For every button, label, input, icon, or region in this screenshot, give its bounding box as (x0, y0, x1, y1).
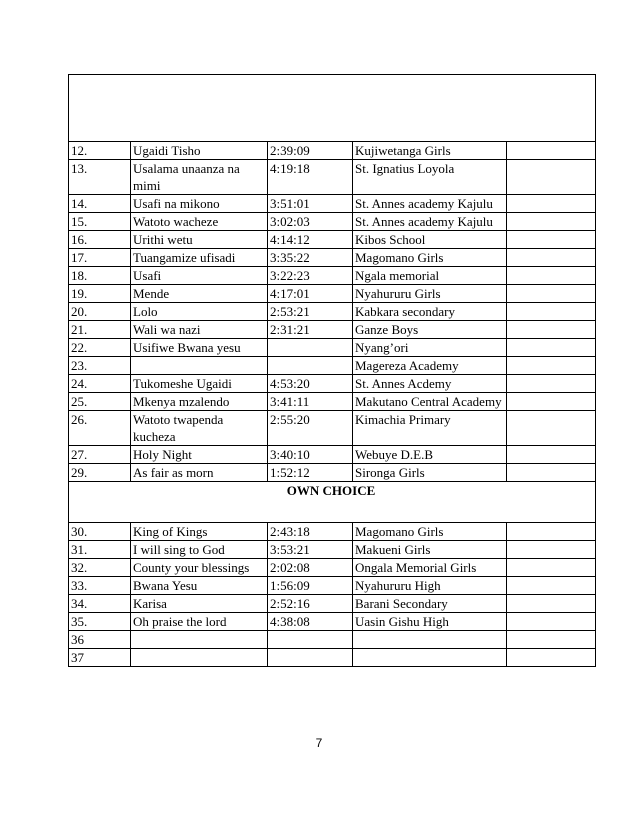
row-number-cell: 24. (69, 375, 131, 393)
row-number-cell: 22. (69, 339, 131, 357)
table-row (69, 464, 596, 482)
title-cell (131, 649, 268, 667)
blank-cell (507, 613, 596, 631)
title-cell: Karisa (131, 595, 268, 613)
title-cell: Oh praise the lord (131, 613, 268, 631)
school-cell: Magomano Girls (353, 249, 507, 267)
title-cell: Lolo (131, 303, 268, 321)
blank-cell (507, 393, 596, 411)
blank-cell (507, 285, 596, 303)
title-cell: Usafi (131, 267, 268, 285)
table-row (69, 613, 596, 631)
time-cell: 2:52:16 (268, 595, 353, 613)
time-cell (268, 357, 353, 375)
school-cell: Kimachia Primary (353, 411, 507, 446)
blank-cell (507, 649, 596, 667)
school-cell: Uasin Gishu High (353, 613, 507, 631)
school-cell: St. Ignatius Loyola (353, 160, 507, 195)
title-cell: Usafi na mikono (131, 195, 268, 213)
time-cell: 1:52:12 (268, 464, 353, 482)
time-cell (268, 649, 353, 667)
blank-cell (507, 195, 596, 213)
blank-cell (507, 160, 596, 195)
blank-cell (507, 559, 596, 577)
time-cell: 3:40:10 (268, 446, 353, 464)
school-cell: Nyang’ori (353, 339, 507, 357)
entries-table-body (69, 75, 596, 667)
blank-cell (507, 595, 596, 613)
title-cell: Holy Night (131, 446, 268, 464)
title-cell: Tukomeshe Ugaidi (131, 375, 268, 393)
table-row (69, 142, 596, 160)
time-cell: 3:22:23 (268, 267, 353, 285)
table-row (69, 446, 596, 464)
school-cell: Magomano Girls (353, 523, 507, 541)
school-cell: Ngala memorial (353, 267, 507, 285)
time-cell: 2:31:21 (268, 321, 353, 339)
time-cell: 2:02:08 (268, 559, 353, 577)
blank-cell (507, 142, 596, 160)
title-cell: Wali wa nazi (131, 321, 268, 339)
time-cell: 4:53:20 (268, 375, 353, 393)
blank-cell (507, 523, 596, 541)
row-number-cell: 29. (69, 464, 131, 482)
table-row (69, 285, 596, 303)
time-cell: 2:53:21 (268, 303, 353, 321)
title-cell: Urithi wetu (131, 231, 268, 249)
table-row (69, 321, 596, 339)
table-row (69, 357, 596, 375)
table-row (69, 649, 596, 667)
time-cell: 2:43:18 (268, 523, 353, 541)
title-cell: Ugaidi Tisho (131, 142, 268, 160)
table-row (69, 339, 596, 357)
time-cell: 4:19:18 (268, 160, 353, 195)
school-cell: Nyahururu Girls (353, 285, 507, 303)
row-number-cell: 17. (69, 249, 131, 267)
table-row (69, 213, 596, 231)
title-cell: King of Kings (131, 523, 268, 541)
row-number-cell: 21. (69, 321, 131, 339)
row-number-cell: 32. (69, 559, 131, 577)
school-cell: Ongala Memorial Girls (353, 559, 507, 577)
row-number-cell: 27. (69, 446, 131, 464)
school-cell: St. Annes Acdemy (353, 375, 507, 393)
title-cell (131, 631, 268, 649)
row-number-cell: 15. (69, 213, 131, 231)
title-cell: Usifiwe Bwana yesu (131, 339, 268, 357)
school-cell: Makueni Girls (353, 541, 507, 559)
time-cell: 3:35:22 (268, 249, 353, 267)
table-top-block (69, 75, 596, 142)
time-cell: 4:14:12 (268, 231, 353, 249)
row-number-cell: 23. (69, 357, 131, 375)
title-cell: Usalama unaanza na mimi (131, 160, 268, 195)
school-cell (353, 631, 507, 649)
table-row (69, 160, 596, 195)
school-cell: Magereza Academy (353, 357, 507, 375)
time-cell (268, 631, 353, 649)
time-cell (268, 339, 353, 357)
school-cell: Ganze Boys (353, 321, 507, 339)
table-top-cell (69, 75, 596, 142)
blank-cell (507, 541, 596, 559)
school-cell: Kibos School (353, 231, 507, 249)
table-row (69, 631, 596, 649)
section-row (69, 482, 596, 523)
row-number-cell: 30. (69, 523, 131, 541)
table-row (69, 595, 596, 613)
blank-cell (507, 375, 596, 393)
row-number-cell: 26. (69, 411, 131, 446)
row-number-cell: 19. (69, 285, 131, 303)
title-cell: County your blessings (131, 559, 268, 577)
title-cell: Tuangamize ufisadi (131, 249, 268, 267)
row-number-cell: 25. (69, 393, 131, 411)
blank-cell (507, 411, 596, 446)
row-number-cell: 37 (69, 649, 131, 667)
table-row (69, 375, 596, 393)
row-number-cell: 20. (69, 303, 131, 321)
school-cell: Nyahururu High (353, 577, 507, 595)
row-number-cell: 13. (69, 160, 131, 195)
table-row (69, 559, 596, 577)
row-number-cell: 16. (69, 231, 131, 249)
school-cell: St. Annes academy Kajulu (353, 213, 507, 231)
title-cell: Bwana Yesu (131, 577, 268, 595)
table-row (69, 411, 596, 446)
row-number-cell: 14. (69, 195, 131, 213)
table-row (69, 231, 596, 249)
school-cell: Kujiwetanga Girls (353, 142, 507, 160)
school-cell: Sironga Girls (353, 464, 507, 482)
blank-cell (507, 303, 596, 321)
table-row (69, 577, 596, 595)
blank-cell (507, 231, 596, 249)
title-cell (131, 357, 268, 375)
time-cell: 3:02:03 (268, 213, 353, 231)
school-cell: Barani Secondary (353, 595, 507, 613)
school-cell: St. Annes academy Kajulu (353, 195, 507, 213)
time-cell: 3:41:11 (268, 393, 353, 411)
row-number-cell: 33. (69, 577, 131, 595)
row-number-cell: 34. (69, 595, 131, 613)
title-cell: Watoto twapenda kucheza (131, 411, 268, 446)
blank-cell (507, 321, 596, 339)
table-row (69, 523, 596, 541)
time-cell: 2:55:20 (268, 411, 353, 446)
title-cell: Watoto wacheze (131, 213, 268, 231)
blank-cell (507, 339, 596, 357)
title-cell: Mende (131, 285, 268, 303)
section-title: OWN CHOICE (69, 482, 596, 523)
time-cell: 3:51:01 (268, 195, 353, 213)
row-number-cell: 35. (69, 613, 131, 631)
blank-cell (507, 446, 596, 464)
blank-cell (507, 577, 596, 595)
page-number: 7 (315, 736, 323, 750)
table-row (69, 541, 596, 559)
time-cell: 2:39:09 (268, 142, 353, 160)
row-number-cell: 18. (69, 267, 131, 285)
school-cell: Makutano Central Academy (353, 393, 507, 411)
blank-cell (507, 267, 596, 285)
school-cell: Kabkara secondary (353, 303, 507, 321)
blank-cell (507, 357, 596, 375)
time-cell: 1:56:09 (268, 577, 353, 595)
time-cell: 4:17:01 (268, 285, 353, 303)
table-row (69, 303, 596, 321)
school-cell: Webuye D.E.B (353, 446, 507, 464)
row-number-cell: 31. (69, 541, 131, 559)
table-row (69, 249, 596, 267)
blank-cell (507, 631, 596, 649)
entries-table (68, 74, 596, 667)
row-number-cell: 36 (69, 631, 131, 649)
time-cell: 3:53:21 (268, 541, 353, 559)
title-cell: I will sing to God (131, 541, 268, 559)
title-cell: Mkenya mzalendo (131, 393, 268, 411)
row-number-cell: 12. (69, 142, 131, 160)
blank-cell (507, 249, 596, 267)
title-cell: As fair as morn (131, 464, 268, 482)
table-row (69, 267, 596, 285)
school-cell (353, 649, 507, 667)
blank-cell (507, 464, 596, 482)
table-row (69, 195, 596, 213)
blank-cell (507, 213, 596, 231)
table-row (69, 393, 596, 411)
time-cell: 4:38:08 (268, 613, 353, 631)
